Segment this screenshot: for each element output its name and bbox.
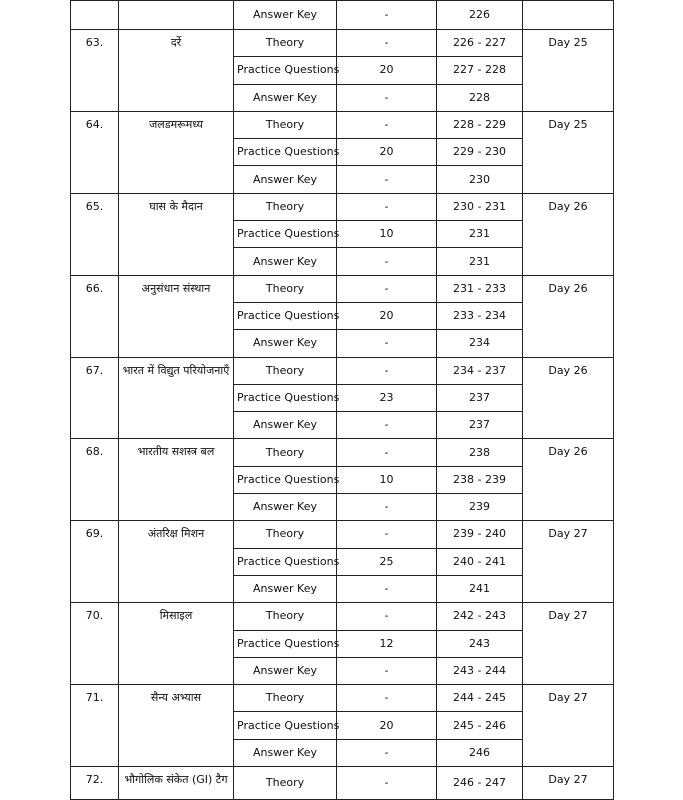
serial-cell: 66. [71, 275, 119, 357]
table-row [71, 30, 614, 57]
questions-cell: - [337, 248, 437, 275]
serial-cell: 72. [71, 767, 119, 800]
content-type-cell: Answer Key [234, 657, 337, 684]
pages-cell: 238 - 239 [437, 466, 523, 493]
serial-cell: 71. [71, 685, 119, 767]
questions-cell: 25 [337, 548, 437, 575]
schedule-table [70, 0, 614, 800]
topic-cell [119, 1, 234, 30]
table-row [71, 685, 614, 712]
questions-cell: 23 [337, 384, 437, 411]
day-cell: Day 26 [523, 439, 614, 521]
questions-cell: - [337, 193, 437, 220]
content-type-cell: Theory [234, 521, 337, 548]
content-type-cell: Practice Questions [234, 139, 337, 166]
content-type-cell: Answer Key [234, 575, 337, 602]
day-cell: Day 26 [523, 193, 614, 275]
pages-cell: 234 [437, 330, 523, 357]
content-type-cell: Theory [234, 111, 337, 138]
questions-cell: 20 [337, 712, 437, 739]
content-type-cell: Theory [234, 767, 337, 800]
topic-cell: मिसाइल [119, 603, 234, 685]
questions-cell: - [337, 739, 437, 766]
pages-cell: 230 [437, 166, 523, 193]
pages-cell: 231 [437, 248, 523, 275]
pages-cell: 240 - 241 [437, 548, 523, 575]
pages-cell: 246 - 247 [437, 767, 523, 800]
pages-cell: 229 - 230 [437, 139, 523, 166]
questions-cell: - [337, 84, 437, 111]
content-type-cell: Practice Questions [234, 548, 337, 575]
pages-cell: 234 - 237 [437, 357, 523, 384]
questions-cell: - [337, 357, 437, 384]
content-type-cell: Answer Key [234, 330, 337, 357]
topic-cell: दर्रे [119, 30, 234, 112]
table-row [71, 439, 614, 466]
questions-cell: - [337, 521, 437, 548]
questions-cell: - [337, 275, 437, 302]
questions-cell: - [337, 412, 437, 439]
table-row [71, 1, 614, 30]
questions-cell: 20 [337, 139, 437, 166]
topic-cell: भारत में विद्युत परियोजनाएँ [119, 357, 234, 439]
table-row [71, 193, 614, 220]
questions-cell: - [337, 111, 437, 138]
pages-cell: 233 - 234 [437, 302, 523, 329]
pages-cell: 243 [437, 630, 523, 657]
content-type-cell: Answer Key [234, 166, 337, 193]
day-cell: Day 27 [523, 767, 614, 800]
pages-cell: 239 [437, 494, 523, 521]
pages-cell: 244 - 245 [437, 685, 523, 712]
questions-cell: 20 [337, 302, 437, 329]
pages-cell: 241 [437, 575, 523, 602]
questions-cell: - [337, 439, 437, 466]
questions-cell: - [337, 575, 437, 602]
day-cell: Day 26 [523, 275, 614, 357]
topic-cell: भौगोलिक संकेत (GI) टैग [119, 767, 234, 800]
content-type-cell: Practice Questions [234, 630, 337, 657]
pages-cell: 231 - 233 [437, 275, 523, 302]
day-cell: Day 27 [523, 685, 614, 767]
pages-cell: 230 - 231 [437, 193, 523, 220]
content-type-cell: Practice Questions [234, 466, 337, 493]
pages-cell: 246 [437, 739, 523, 766]
questions-cell: 10 [337, 466, 437, 493]
pages-cell: 228 [437, 84, 523, 111]
content-type-cell: Theory [234, 685, 337, 712]
content-type-cell: Answer Key [234, 248, 337, 275]
questions-cell: - [337, 767, 437, 800]
questions-cell: 10 [337, 221, 437, 248]
pages-cell: 231 [437, 221, 523, 248]
pages-cell: 237 [437, 384, 523, 411]
pages-cell: 226 - 227 [437, 30, 523, 57]
questions-cell: - [337, 494, 437, 521]
questions-cell: - [337, 603, 437, 630]
content-type-cell: Practice Questions [234, 384, 337, 411]
content-type-cell: Practice Questions [234, 302, 337, 329]
content-type-cell: Theory [234, 275, 337, 302]
table-row [71, 521, 614, 548]
topic-cell: सैन्य अभ्यास [119, 685, 234, 767]
schedule-body [71, 1, 614, 800]
table-row [71, 111, 614, 138]
pages-cell: 239 - 240 [437, 521, 523, 548]
serial-cell: 63. [71, 30, 119, 112]
topic-cell: अंतरिक्ष मिशन [119, 521, 234, 603]
day-cell: Day 27 [523, 603, 614, 685]
content-type-cell: Theory [234, 30, 337, 57]
day-cell: Day 26 [523, 357, 614, 439]
pages-cell: 227 - 228 [437, 57, 523, 84]
serial-cell: 69. [71, 521, 119, 603]
topic-cell: जलडमरूमध्य [119, 111, 234, 193]
questions-cell: 12 [337, 630, 437, 657]
serial-cell: 65. [71, 193, 119, 275]
questions-cell: - [337, 330, 437, 357]
table-row [71, 603, 614, 630]
content-type-cell: Theory [234, 193, 337, 220]
serial-cell: 70. [71, 603, 119, 685]
content-type-cell: Practice Questions [234, 712, 337, 739]
topic-cell: घास के मैदान [119, 193, 234, 275]
pages-cell: 226 [437, 1, 523, 30]
pages-cell: 228 - 229 [437, 111, 523, 138]
day-cell [523, 1, 614, 30]
day-cell: Day 27 [523, 521, 614, 603]
content-type-cell: Answer Key [234, 412, 337, 439]
pages-cell: 238 [437, 439, 523, 466]
content-type-cell: Answer Key [234, 739, 337, 766]
serial-cell: 68. [71, 439, 119, 521]
content-type-cell: Theory [234, 439, 337, 466]
pages-cell: 245 - 246 [437, 712, 523, 739]
content-type-cell: Answer Key [234, 494, 337, 521]
day-cell: Day 25 [523, 111, 614, 193]
content-type-cell: Theory [234, 603, 337, 630]
content-type-cell: Theory [234, 357, 337, 384]
serial-cell: 67. [71, 357, 119, 439]
topic-cell: भारतीय सशस्त्र बल [119, 439, 234, 521]
day-cell: Day 25 [523, 30, 614, 112]
table-row [71, 275, 614, 302]
topic-cell: अनुसंधान संस्थान [119, 275, 234, 357]
pages-cell: 242 - 243 [437, 603, 523, 630]
content-type-cell: Practice Questions [234, 221, 337, 248]
questions-cell: 20 [337, 57, 437, 84]
questions-cell: - [337, 30, 437, 57]
questions-cell: - [337, 1, 437, 30]
questions-cell: - [337, 685, 437, 712]
table-row [71, 767, 614, 800]
serial-cell [71, 1, 119, 30]
questions-cell: - [337, 657, 437, 684]
pages-cell: 237 [437, 412, 523, 439]
table-row [71, 357, 614, 384]
questions-cell: - [337, 166, 437, 193]
content-type-cell: Practice Questions [234, 57, 337, 84]
content-type-cell: Answer Key [234, 84, 337, 111]
content-type-cell: Answer Key [234, 1, 337, 30]
pages-cell: 243 - 244 [437, 657, 523, 684]
serial-cell: 64. [71, 111, 119, 193]
